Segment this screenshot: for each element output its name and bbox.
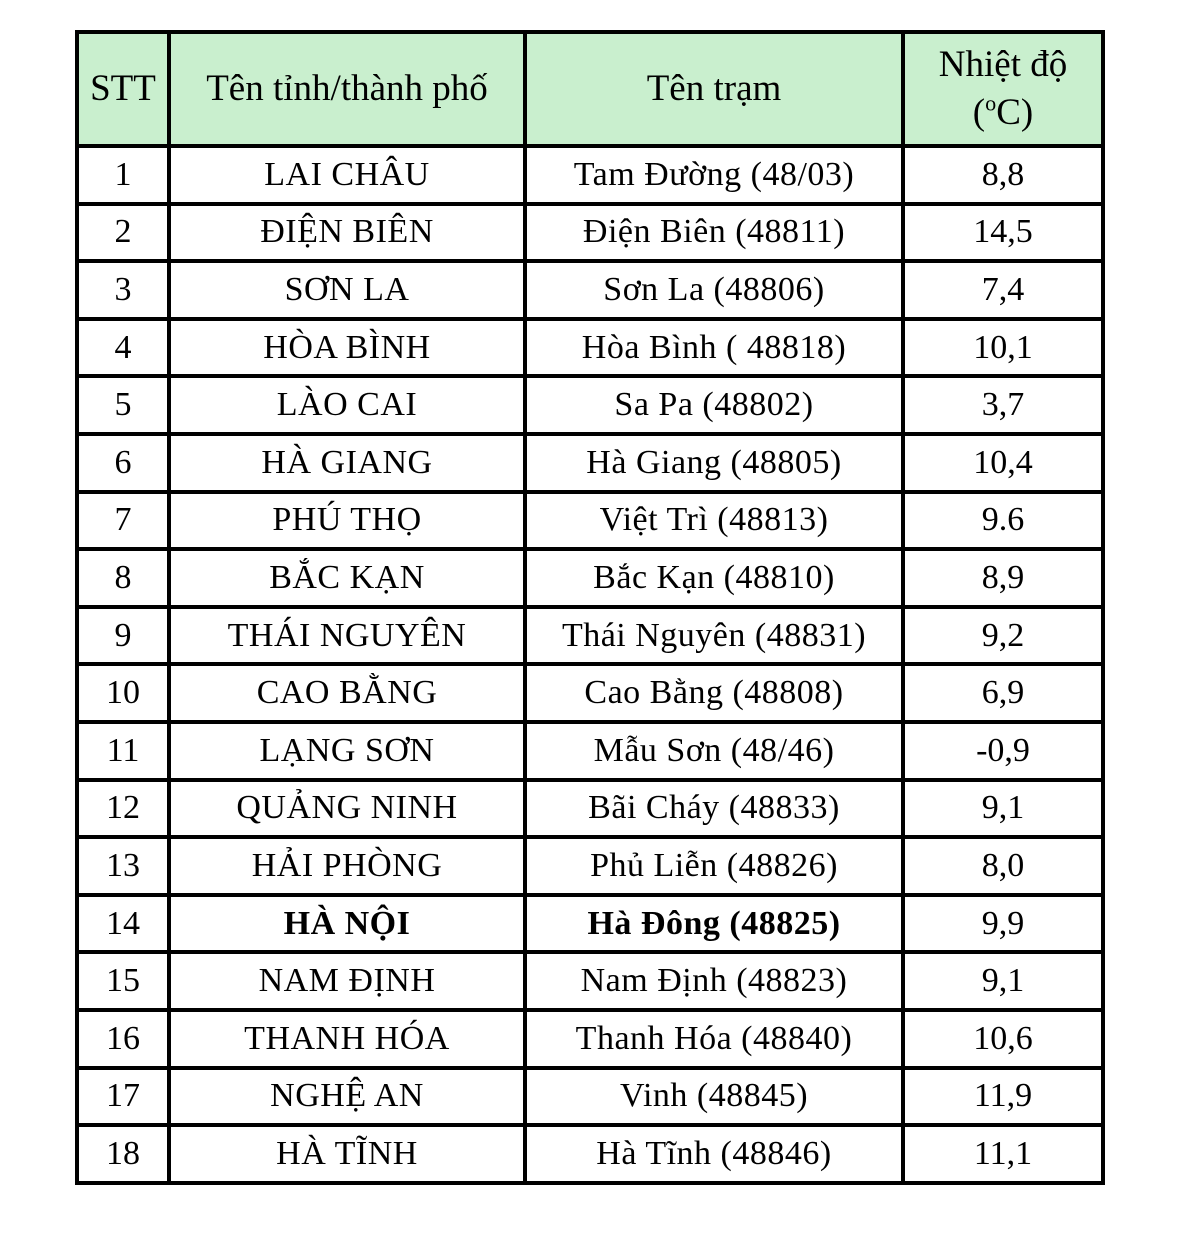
cell-stt: 11 bbox=[77, 722, 169, 780]
table-row bbox=[77, 1068, 1103, 1126]
cell-station: Sơn La (48806) bbox=[525, 261, 903, 319]
cell-temperature: 8,0 bbox=[903, 837, 1103, 895]
cell-temperature: 8,9 bbox=[903, 549, 1103, 607]
cell-province: HÀ NỘI bbox=[169, 895, 525, 953]
cell-stt: 12 bbox=[77, 780, 169, 838]
cell-stt: 18 bbox=[77, 1125, 169, 1183]
cell-province: HÀ TĨNH bbox=[169, 1125, 525, 1183]
cell-temperature: 10,6 bbox=[903, 1010, 1103, 1068]
cell-temperature: 9,9 bbox=[903, 895, 1103, 953]
cell-province: HÒA BÌNH bbox=[169, 319, 525, 377]
cell-temperature: 9,1 bbox=[903, 952, 1103, 1010]
cell-stt: 10 bbox=[77, 664, 169, 722]
cell-temperature: 14,5 bbox=[903, 204, 1103, 262]
header-province: Tên tỉnh/thành phố bbox=[169, 32, 525, 146]
cell-stt: 17 bbox=[77, 1068, 169, 1126]
header-station: Tên trạm bbox=[525, 32, 903, 146]
table-row bbox=[77, 204, 1103, 262]
cell-temperature: 11,9 bbox=[903, 1068, 1103, 1126]
cell-station: Mẫu Sơn (48/46) bbox=[525, 722, 903, 780]
cell-temperature: 9,2 bbox=[903, 607, 1103, 665]
cell-stt: 1 bbox=[77, 146, 169, 204]
cell-province: HÀ GIANG bbox=[169, 434, 525, 492]
table-row bbox=[77, 952, 1103, 1010]
cell-province: LẠNG SƠN bbox=[169, 722, 525, 780]
header-temperature-line1: Nhiệt độ bbox=[938, 43, 1068, 85]
table-row bbox=[77, 895, 1103, 953]
cell-province: NGHỆ AN bbox=[169, 1068, 525, 1126]
cell-province: THÁI NGUYÊN bbox=[169, 607, 525, 665]
table-row bbox=[77, 376, 1103, 434]
cell-stt: 3 bbox=[77, 261, 169, 319]
cell-stt: 2 bbox=[77, 204, 169, 262]
cell-stt: 16 bbox=[77, 1010, 169, 1068]
cell-temperature: 8,8 bbox=[903, 146, 1103, 204]
header-row bbox=[77, 32, 1103, 146]
cell-station: Bắc Kạn (48810) bbox=[525, 549, 903, 607]
cell-station: Tam Đường (48/03) bbox=[525, 146, 903, 204]
temperature-table bbox=[75, 30, 1105, 1185]
table-row bbox=[77, 146, 1103, 204]
cell-station: Hà Tĩnh (48846) bbox=[525, 1125, 903, 1183]
cell-province: QUẢNG NINH bbox=[169, 780, 525, 838]
cell-station: Phủ Liễn (48826) bbox=[525, 837, 903, 895]
cell-temperature: 11,1 bbox=[903, 1125, 1103, 1183]
cell-stt: 4 bbox=[77, 319, 169, 377]
table-row bbox=[77, 837, 1103, 895]
cell-station: Thanh Hóa (48840) bbox=[525, 1010, 903, 1068]
table-row bbox=[77, 492, 1103, 550]
table-row bbox=[77, 319, 1103, 377]
cell-temperature: 9.6 bbox=[903, 492, 1103, 550]
table-row bbox=[77, 722, 1103, 780]
cell-temperature: 9,1 bbox=[903, 780, 1103, 838]
table-row bbox=[77, 549, 1103, 607]
header-temperature bbox=[903, 32, 1103, 146]
cell-station: Điện Biên (48811) bbox=[525, 204, 903, 262]
cell-station: Việt Trì (48813) bbox=[525, 492, 903, 550]
table-row bbox=[77, 1125, 1103, 1183]
cell-station: Nam Định (48823) bbox=[525, 952, 903, 1010]
cell-stt: 5 bbox=[77, 376, 169, 434]
cell-temperature: 10,1 bbox=[903, 319, 1103, 377]
cell-station: Thái Nguyên (48831) bbox=[525, 607, 903, 665]
cell-station: Hà Đông (48825) bbox=[525, 895, 903, 953]
cell-province: SƠN LA bbox=[169, 261, 525, 319]
cell-province: CAO BẰNG bbox=[169, 664, 525, 722]
table-row bbox=[77, 1010, 1103, 1068]
header-stt: STT bbox=[77, 32, 169, 146]
cell-province: BẮC KẠN bbox=[169, 549, 525, 607]
cell-stt: 6 bbox=[77, 434, 169, 492]
table-row bbox=[77, 664, 1103, 722]
cell-stt: 15 bbox=[77, 952, 169, 1010]
cell-stt: 7 bbox=[77, 492, 169, 550]
cell-province: NAM ĐỊNH bbox=[169, 952, 525, 1010]
cell-temperature: 6,9 bbox=[903, 664, 1103, 722]
cell-station: Cao Bằng (48808) bbox=[525, 664, 903, 722]
table-row bbox=[77, 261, 1103, 319]
cell-province: LAI CHÂU bbox=[169, 146, 525, 204]
cell-province: THANH HÓA bbox=[169, 1010, 525, 1068]
cell-province: ĐIỆN BIÊN bbox=[169, 204, 525, 262]
table-row bbox=[77, 607, 1103, 665]
unit-close: C) bbox=[996, 92, 1034, 133]
cell-stt: 9 bbox=[77, 607, 169, 665]
unit-open-paren: ( bbox=[972, 92, 986, 133]
cell-station: Hà Giang (48805) bbox=[525, 434, 903, 492]
cell-temperature: 10,4 bbox=[903, 434, 1103, 492]
table-body bbox=[77, 146, 1103, 1183]
cell-station: Sa Pa (48802) bbox=[525, 376, 903, 434]
header-temperature-unit bbox=[973, 92, 1033, 133]
table-row bbox=[77, 780, 1103, 838]
cell-province: HẢI PHÒNG bbox=[169, 837, 525, 895]
degree-superscript: o bbox=[985, 90, 997, 116]
cell-stt: 13 bbox=[77, 837, 169, 895]
cell-temperature: -0,9 bbox=[903, 722, 1103, 780]
cell-province: PHÚ THỌ bbox=[169, 492, 525, 550]
table-row bbox=[77, 434, 1103, 492]
cell-province: LÀO CAI bbox=[169, 376, 525, 434]
cell-station: Hòa Bình ( 48818) bbox=[525, 319, 903, 377]
cell-stt: 8 bbox=[77, 549, 169, 607]
cell-temperature: 3,7 bbox=[903, 376, 1103, 434]
cell-temperature: 7,4 bbox=[903, 261, 1103, 319]
cell-stt: 14 bbox=[77, 895, 169, 953]
cell-station: Bãi Cháy (48833) bbox=[525, 780, 903, 838]
cell-station: Vinh (48845) bbox=[525, 1068, 903, 1126]
